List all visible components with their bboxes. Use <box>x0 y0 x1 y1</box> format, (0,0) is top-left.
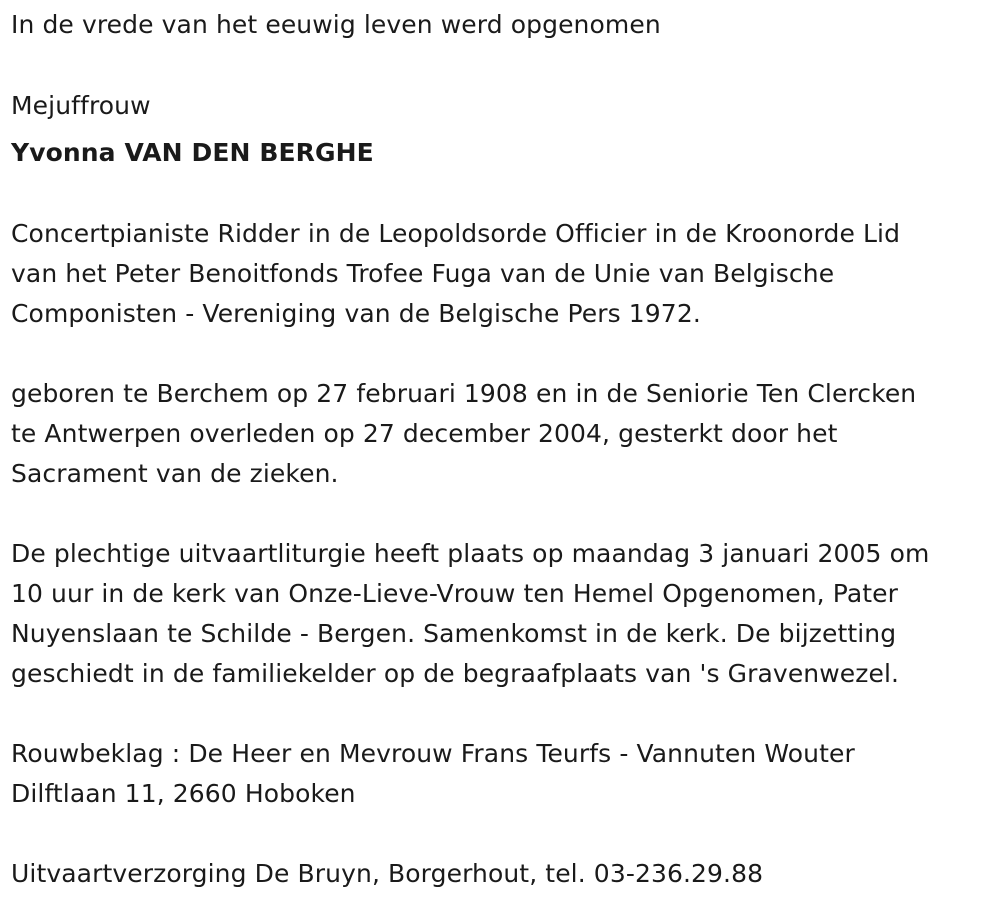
funeral-line: 10 uur in de kerk van Onze-Lieve-Vrouw ten Hemel Opgenomen, Pater <box>11 579 899 608</box>
condolences-address: Dilftlaan 11, 2660 Hoboken <box>11 779 356 808</box>
salutation: Mejuffrouw <box>11 91 151 120</box>
life-line: te Antwerpen overleden op 27 december 2004, gesterkt door het <box>11 419 838 448</box>
funeral-director-line: Uitvaartverzorging De Bruyn, Borgerhout, tel. 03-236.29.88 <box>11 859 764 888</box>
condolences-line: Rouwbeklag : De Heer en Mevrouw Frans Teurfs - Vannuten Wouter <box>11 739 855 768</box>
funeral-line: geschiedt in de familiekelder op de begraafplaats van 's Gravenwezel. <box>11 659 900 688</box>
deceased-name: Yvonna VAN DEN BERGHE <box>11 138 374 167</box>
titles-line: Componisten - Vereniging van de Belgische Pers 1972. <box>11 299 701 328</box>
life-line: Sacrament van de zieken. <box>11 459 339 488</box>
funeral-line: Nuyenslaan te Schilde - Bergen. Samenkomst in de kerk. De bijzetting <box>11 619 897 648</box>
intro-line: In de vrede van het eeuwig leven werd opgenomen <box>11 10 661 39</box>
titles-line: Concertpianiste Ridder in de Leopoldsorde Officier in de Kroonorde Lid <box>11 219 901 248</box>
funeral-line: De plechtige uitvaartliturgie heeft plaats op maandag 3 januari 2005 om <box>11 539 930 568</box>
life-line: geboren te Berchem op 27 februari 1908 en in de Seniorie Ten Clercken <box>11 379 917 408</box>
titles-line: van het Peter Benoitfonds Trofee Fuga van de Unie van Belgische <box>11 259 835 288</box>
